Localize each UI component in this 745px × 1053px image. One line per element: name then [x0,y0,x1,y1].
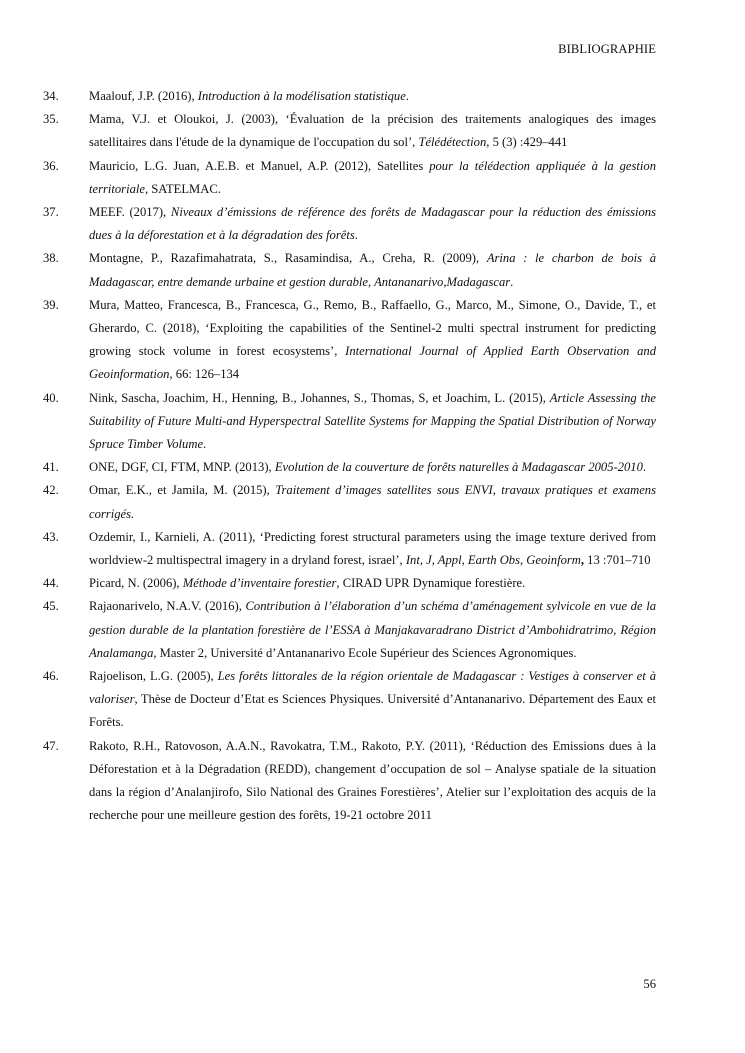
reference-italic-segment: pour la télédection appliquée à la gestion territoriale, [89,158,656,196]
reference-text [89,530,656,567]
reference-segment: . [510,274,514,289]
bibliography-list [43,85,656,828]
reference-segment: . [354,228,358,243]
reference-entry [43,526,656,572]
reference-segment: Picard, N. (2006), [89,576,183,591]
reference-segment: 5 (3) :429–441 [489,135,568,150]
reference-italic-segment: Méthode d’inventaire forestier [182,576,337,591]
reference-segment: Mauricio, L.G. Juan, A.E.B. et Manuel, A.P. (2012), Satellites [89,158,430,173]
reference-italic-segment: Niveaux d’émissions de référence des forêts de Madagascar pour la réduction des émissions dues à la déforestation et à la dégradation des forêts [89,205,657,243]
reference-text [89,391,656,451]
reference-entry [43,387,656,457]
reference-entry [43,595,656,665]
reference-text [89,669,656,729]
reference-segment: . [405,89,409,103]
reference-text [89,251,656,288]
reference-entry [43,108,656,154]
reference-segment: Omar, E.K., et Jamila, M. (2015), [89,483,276,498]
reference-number: 46. [43,669,59,684]
reference-entry [43,201,656,247]
reference-italic-segment: Contribution à l’élaboration d’un schéma d’aménagement sylvicole en vue de la gestion durable de la plantation forestière de l’ESSA à Manjakavaradrano District d’Ambohidratrimo, Région Analamanga, [89,599,656,660]
reference-entry [43,294,656,387]
reference-number: 35. [43,112,59,127]
reference-number: 44. [43,576,59,591]
reference-segment: Rajaonarivelo, N.A.V. (2016), [89,599,246,614]
reference-text [89,576,525,590]
reference-number: 34. [43,89,59,103]
reference-italic-segment: Les forêts littorales de la région orientale de Madagascar : Vestiges à conserver et à valoriser [89,669,656,707]
reference-italic-segment: Int, J, Appl, Earth Obs, Geoinform [405,553,581,568]
reference-text [89,112,656,149]
reference-segment: , Thèse de Docteur d’Etat es Sciences Physiques. Université d’Antananarivo. Département des Eaux et Forêts. [89,692,656,730]
reference-entry [43,456,656,479]
reference-text [89,483,656,520]
reference-entry [43,479,656,525]
reference-number: 39. [43,297,59,312]
reference-entry [43,247,656,293]
reference-text [89,460,646,474]
reference-text [89,739,656,823]
reference-segment: Nink, Sascha, Joachim, H., Henning, B., Johannes, S., Thomas, S, et Joachim, L. (2015), [89,390,550,405]
reference-segment: Master 2, Université d’Antananarivo Ecole Supérieur des Sciences Agronomiques. [156,645,577,660]
reference-text [89,159,656,196]
reference-number: 42. [43,483,59,498]
reference-segment: Rajoelison, L.G. (2005), [89,669,218,684]
reference-segment: 13 :701–710 [584,553,651,568]
reference-segment: SATELMAC. [148,181,221,196]
reference-segment: , 66: 126–134 [169,367,240,382]
reference-segment: Ozdemir, I., Karnieli, A. (2011), ‘Predicting forest structural parameters using the image texture derived from worldview-2 multispectral imagery in a dryland forest, israel’, [89,529,656,568]
reference-text [89,89,409,103]
reference-segment: . [203,437,207,452]
reference-entry [43,735,656,828]
reference-segment: Rakoto, R.H., Ratovoson, A.A.N., Ravokatra, T.M., Rakoto, P.Y. (2011), ‘Réduction des Emissions dues à la Déforestation et à la Dégradation (REDD), changement d’occupation de sol – Analyse spatiale de la situation dans la région d’Analanjirofo, Silo National des Graines Forestières’, Atelier sur l’exploitation des acquis de la recherche pour une meilleure gestion des forêts, 19-21 octobre 2011 [89,738,656,823]
reference-segment: . [642,460,647,475]
reference-segment: Mama, V.J. et Oloukoi, J. (2003), ‘Évaluation de la précision des traitements analogiques des images satellitaires dans l'étude de la dynamique de l'occupation du sol’, [89,112,656,150]
reference-italic-segment: Arina : le charbon de bois à Madagascar, entre demande urbaine et gestion durable, Antananarivo,Madagascar [89,251,656,289]
reference-text [89,599,656,659]
reference-number: 40. [43,390,59,405]
reference-segment: Montagne, P., Razafimahatrata, S., Rasamindisa, A., Creha, R. (2009), [89,251,487,266]
running-header: BIBLIOGRAPHIE [558,42,656,56]
reference-text [89,205,656,242]
reference-number: 37. [43,205,59,220]
reference-segment: , [580,553,585,568]
reference-segment: MEEF. (2017), [89,205,171,220]
page-number: 56 [643,977,656,991]
reference-italic-segment: Télédétection, [418,135,490,150]
reference-segment: ONE, DGF, CI, FTM, MNP. (2013), [89,460,275,475]
reference-number: 38. [43,251,59,266]
reference-segment: Maalouf, J.P. (2016), [89,89,198,103]
reference-number: 41. [43,460,59,475]
reference-number: 43. [43,529,59,544]
reference-text [89,298,656,382]
reference-entry [43,85,656,108]
reference-number: 45. [43,599,59,614]
reference-number: 36. [43,158,59,173]
reference-italic-segment: Traitement d’images satellites sous ENVI, travaux pratiques et examens corrigés. [89,483,656,521]
reference-segment: Mura, Matteo, Francesca, B., Francesca, G., Remo, B., Raffaello, G., Marco, M., Simone, O., Davide, T., et Gherardo, C. (2018), ‘Exploiting the capabilities of the Sentinel-2 multi spectral instrument for predicting growing stock volume in forest ecosystems’, [89,297,656,359]
reference-entry [43,572,656,595]
reference-italic-segment: International Journal of Applied Earth Observation and Geoinformation [89,344,656,382]
reference-entry [43,155,656,201]
reference-italic-segment: Evolution de la couverture de forêts naturelles à Madagascar 2005-2010 [274,460,643,475]
reference-number: 47. [43,738,59,753]
reference-segment: , CIRAD UPR Dynamique forestière. [336,576,526,591]
reference-italic-segment: Article Assessing the Suitability of Future Multi-and Hyperspectral Satellite Systems for Mapping the Spatial Distribution of Norway Spruce Timber Volume [89,390,656,452]
reference-italic-segment: Introduction à la modélisation statistique [197,89,406,103]
reference-entry [43,665,656,735]
